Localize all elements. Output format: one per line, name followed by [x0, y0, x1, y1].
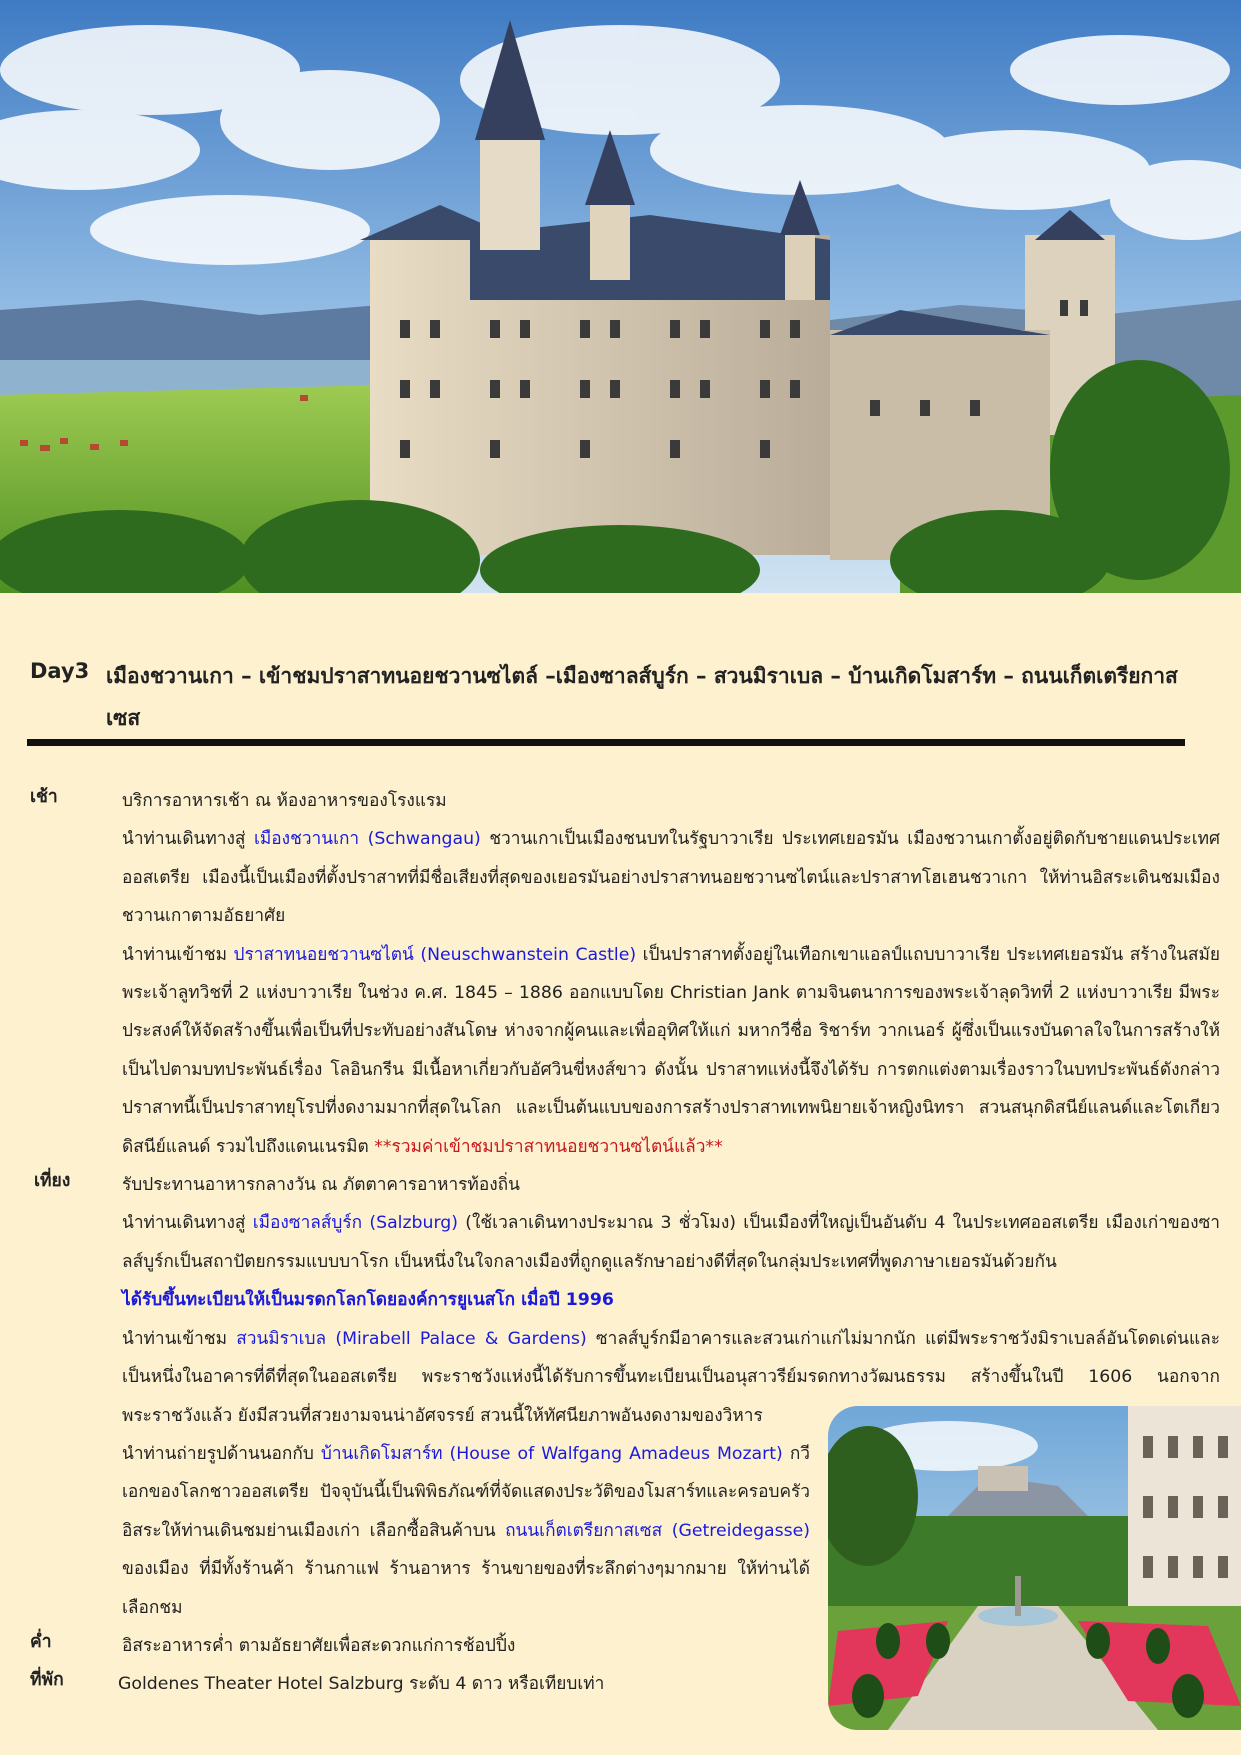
neuschwanstein-link: ปราสาทนอยชวานซไตน์ (Neuschwanstein Castle) [233, 944, 637, 965]
text-span: นำท่านถ่ายรูปด้านนอกกับ [122, 1443, 321, 1464]
getreidegasse-link: ถนนเก็ตเตรียกาสเซส (Getreidegasse) [505, 1520, 811, 1541]
text-span: ชวานเกาเป็นเมืองชนบทในรัฐบาวาเรีย ประเทศเยอรมัน เมืองชวานเกาตั้งอยู่ติดกับชายแดนประเทศออสเตรีย เมืองนี้เป็นเมืองที่ตั้งปราสาทที่มีชื่อเสียงที่สุดของเยอรมันอย่างปราสาทนอยชวานซไตน์และปราสาทโฮเฮนชวาเกา ให้ท่านอิสระเดินชมเมืองชวานเกาตามอัธยาศัย [122, 829, 1221, 927]
mirabell-link: สวนมิราเบล (Mirabell Palace & Gardens) [236, 1328, 587, 1349]
noon-salzburg-paragraph [122, 1204, 1220, 1281]
salzburg-link: เมืองซาลส์บูร์ก (Salzburg) [252, 1213, 458, 1234]
day-title: เมืองชวานเกา – เข้าชมปราสาทนอยชวานซไตล์ –เมืองซาลส์บูร์ก – สวนมิราเบล – บ้านเกิดโมสาร์ท – ถนนเก็ตเตรียกาสเซส [106, 664, 1178, 730]
mirabell-garden-image [828, 1406, 1241, 1730]
text-span: นำท่านเดินทางสู่ [122, 1213, 253, 1234]
hero-castle-image [0, 0, 1241, 593]
evening-text: อิสระอาหารค่ำ ตามอัธยาศัยเพื่อสะดวกแก่การช้อปปิ้ง [122, 1635, 516, 1656]
noon-label: เที่ยง [34, 1171, 71, 1192]
unesco-note: ได้รับขึ้นทะเบียนให้เป็นมรดกโลกโดยองค์การยูเนสโก เมื่อปี 1996 [122, 1290, 614, 1311]
day-label: Day3 [30, 659, 90, 683]
text-span: กวีเอกของโลกชาวออสเตรีย ปัจจุบันนี้เป็นพิพิธภัณฑ์ที่จัดแสดงประวัติของโมสาร์ทและครอบครัว อิสระให้ท่านเดินชมย่านเมืองเก่า เลือกซื้อสินค้าบน [122, 1443, 810, 1541]
text-span: เป็นปราสาทตั้งอยู่ในเทือกเขาแอลป์แถบบาวาเรีย ประเทศเยอรมัน สร้างในสมัยพระเจ้าลูทวิชที่ 2 แห่งบาวาเรีย ในช่วง ค.ศ. 1845 – 1886 ออกแบบโดย Christian Jank ตามจินตนาการของพระเจ้าลุดวิทที่ 2 แห่งบาวาเรีย มีพระประสงค์ให้จัดสร้างขึ้นเพื่อเป็นที่ประทับอย่างสันโดษ ห่างจากผู้คนและเพื่ออุทิศให้แก่ มหากวีชื่อ ริชาร์ท วากเนอร์ ผู้ซึ่งเป็นแรงบันดาลใจในการสร้างให้เป็นไปตามบทประพันธ์เรื่อง โลอินกรีน มีเนื้อหาเกี่ยวกับอัศวินขี่หงส์ขาว ดังนั้น ปราสาทแห่งนี้จึงได้รับ การตกแต่งตามเรื่องราวในบทประพันธ์ดังกล่าว ปราสาทนี้เป็นปราสาทยุโรปที่งดงามมากที่สุดในโลก และเป็นต้นแบบของการสร้างปราสาทเทพนิยายเจ้าหญิงนิทรา สวนสนุกดิสนีย์แลนด์และโตเกียวดิสนีย์แลนด์ รวมไปถึงแดนเนรมิต [122, 944, 1220, 1157]
morning-section [30, 782, 1220, 1166]
text-span: นำท่านเดินทางสู่ [122, 829, 254, 850]
text-span: นำท่านเข้าชม [122, 944, 234, 965]
noon-lunch: รับประทานอาหารกลางวัน ณ ภัตตาคารอาหารท้องถิ่น [122, 1175, 520, 1196]
header-divider [27, 739, 1185, 746]
morning-schwangau-paragraph [122, 820, 1220, 935]
morning-breakfast: บริการอาหารเช้า ณ ห้องอาหารของโรงแรม [122, 791, 447, 811]
morning-label: เช้า [30, 787, 58, 807]
schwangau-link: เมืองชวานเกา (Schwangau) [254, 829, 481, 850]
text-span: (ใช้เวลาเดินทางประมาณ 3 ชั่วโมง) เป็นเมืองที่ใหญ่เป็นอันดับ 4 ในประเทศออสเตรีย เมืองเก่าของซาลส์บูร์กเป็นสถาปัตยกรรมแบบบาโรก เป็นหนึ่งในใจกลางเมืองที่ถูกดูแลรักษาอย่างดีที่สุดในกลุ่มประเทศที่พูดภาษาเยอรมันด้วยกัน [122, 1213, 1220, 1272]
mozart-house-link: บ้านเกิดโมสาร์ท (House of Walfgang Amadeus Mozart) [320, 1443, 783, 1464]
text-span: ของเมือง ที่มีทั้งร้านค้า ร้านกาแฟ ร้านอาหาร ร้านขายของที่ระลึกต่างๆมากมาย ให้ท่านได้เลือกชม [122, 1559, 810, 1618]
admission-note: **รวมค่าเข้าชมปราสาทนอยชวานซไตน์แล้ว** [374, 1136, 723, 1157]
hotel-label: ที่พัก [30, 1670, 64, 1691]
text-span: นำท่านเข้าชม [122, 1328, 237, 1349]
noon-mozart-paragraph [122, 1435, 810, 1627]
text-span: ซาลส์บูร์กมีอาคารและสวนเก่าแก่ไม่มากนัก แต่มีพระราชวังมิราเบลล์อันโดดเด่นและเป็นหนึ่งในอาคารที่ดีที่สุดในออสเตรีย พระราชวังแห่งนี้ได้รับการขึ้นทะเบียนเป็นอนุสาวรีย์มรดกทางวัฒนธรรม สร้างขึ้นในปี 1606 นอกจากพระราชวังแล้ว ยังมีสวนที่สวยงามจนน่าอัศจรรย์ สวนนี้ให้ทัศนียภาพอันงดงามของวิหาร [122, 1328, 1220, 1426]
hotel-text: Goldenes Theater Hotel Salzburg ระดับ 4 ดาว หรือเทียบเท่า [118, 1674, 605, 1695]
morning-castle-paragraph [122, 936, 1220, 1166]
evening-label: ค่ำ [30, 1631, 52, 1652]
